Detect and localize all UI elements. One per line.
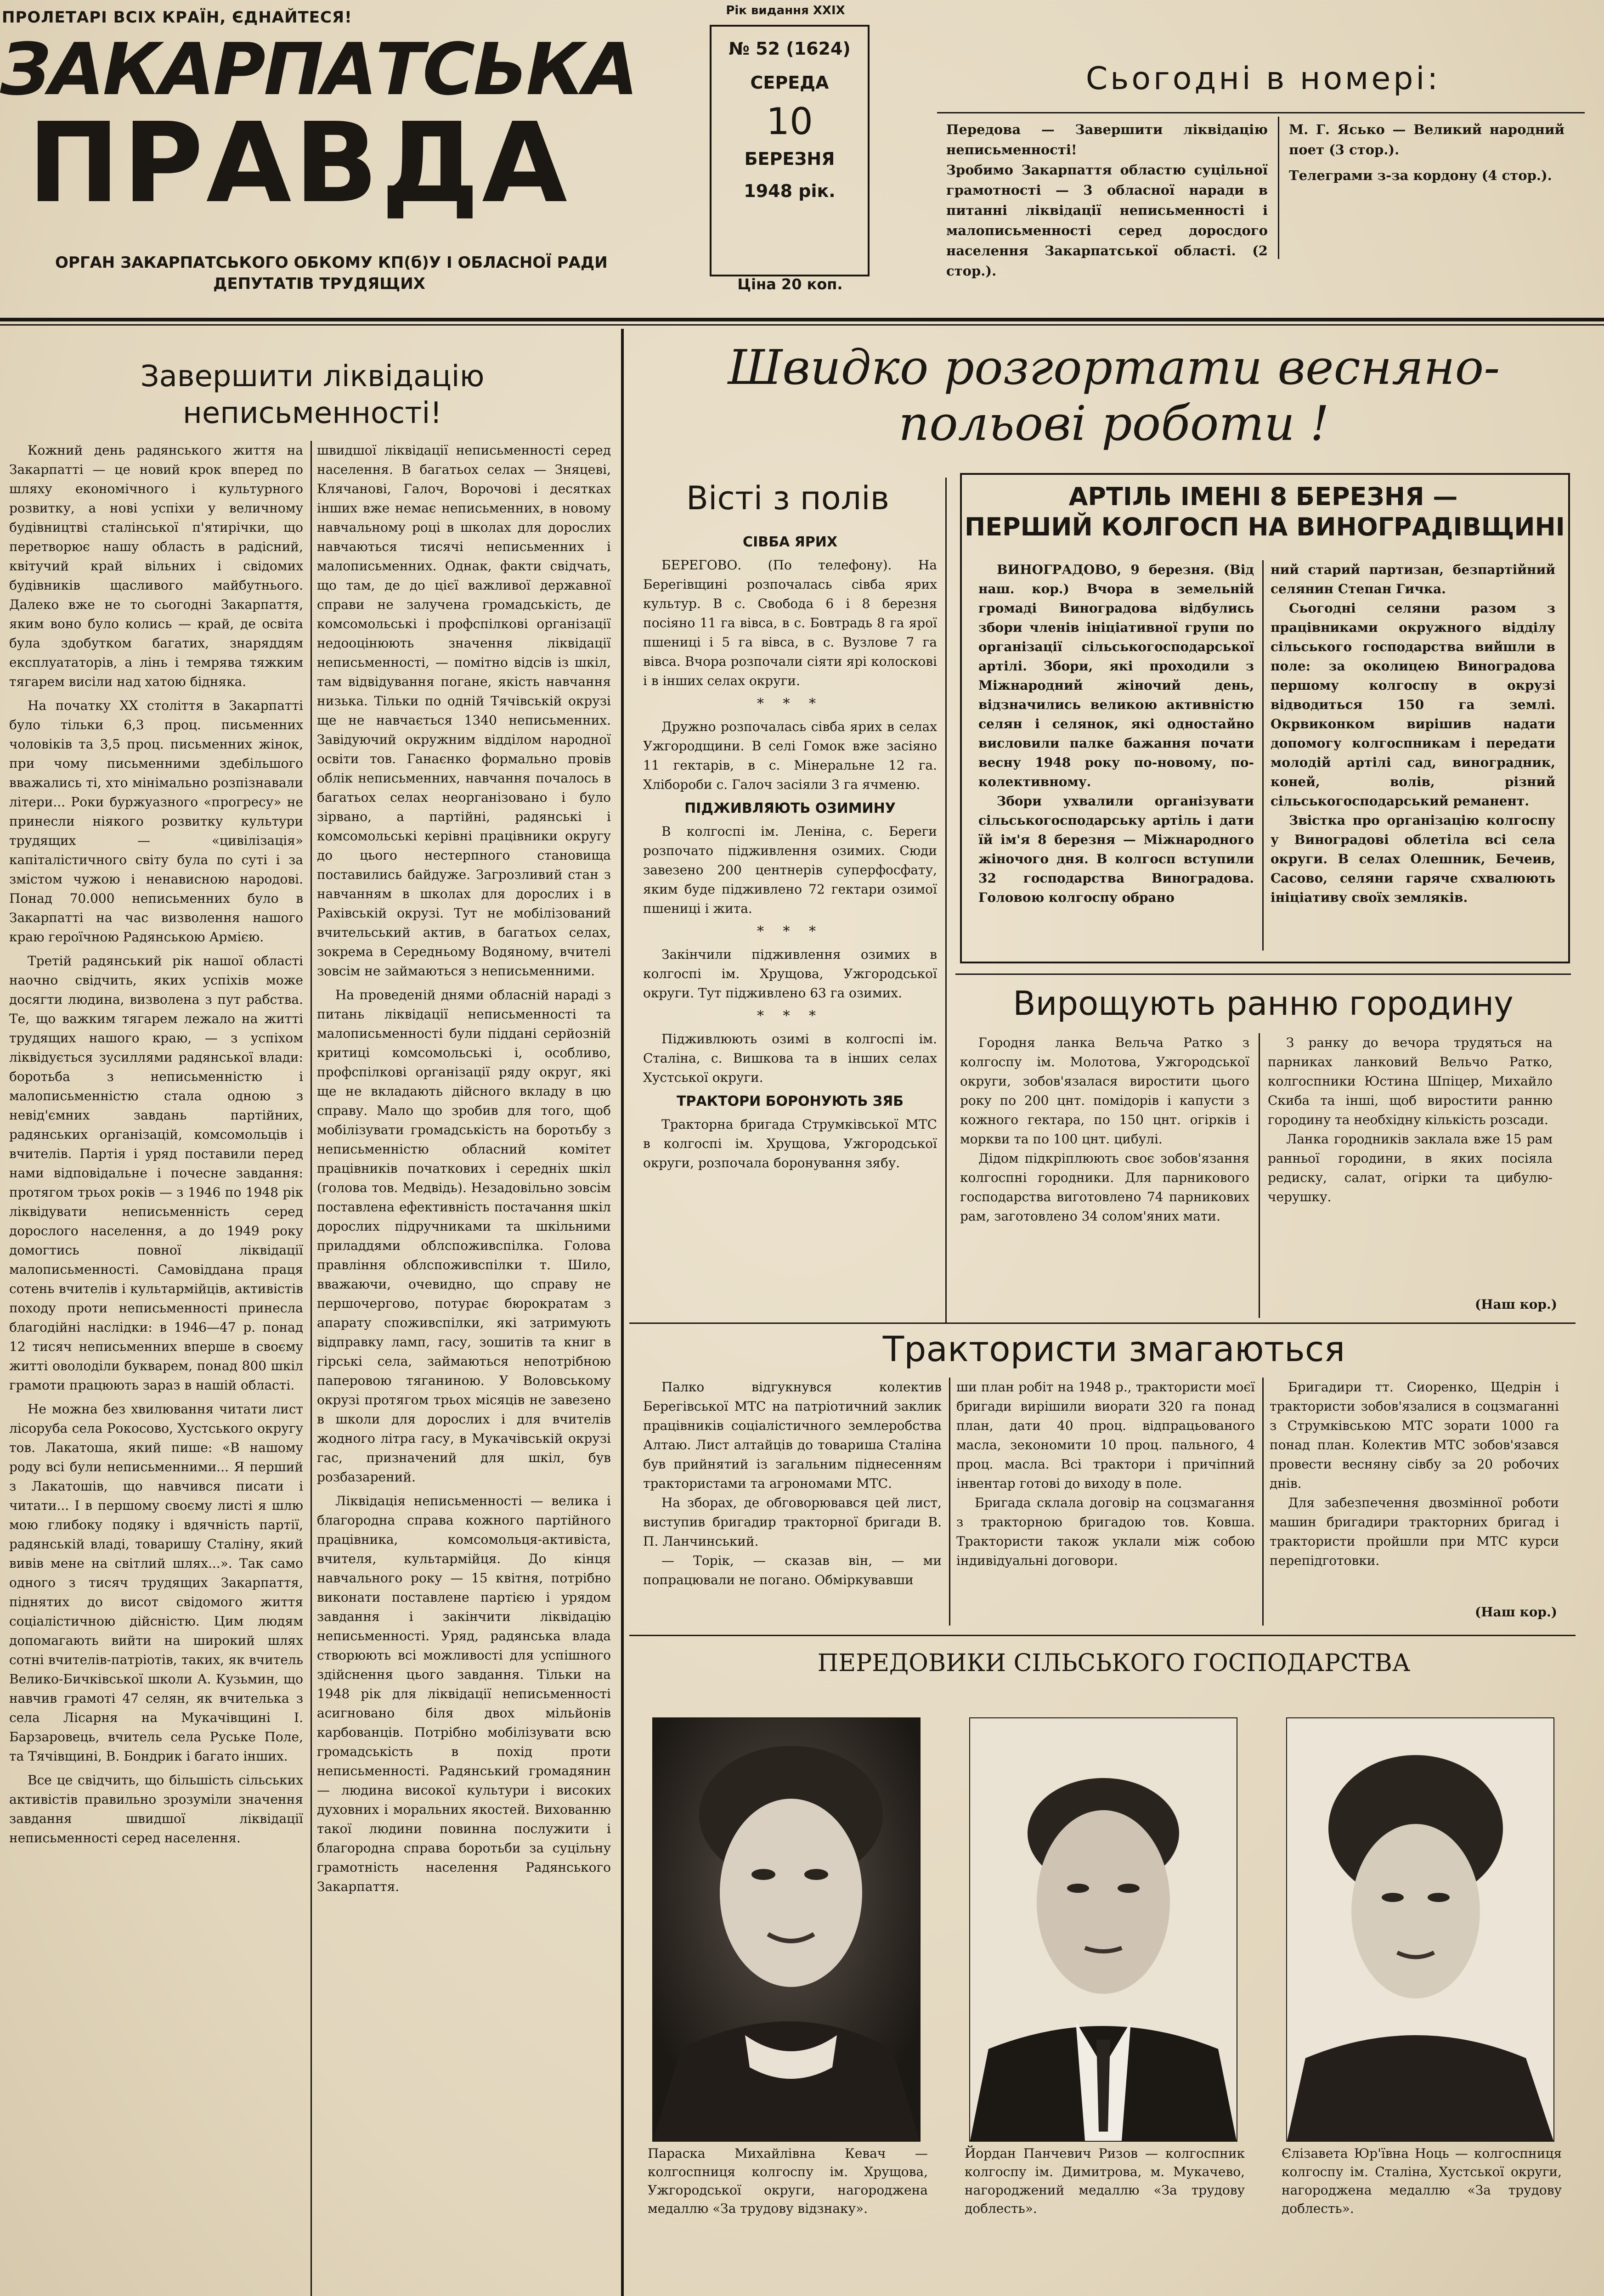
vegetables-paragraph: Дідом підкріплюють своє зобов'язання колгоспні городники. Для парникового господарства виготовлено 74 парникових рам, заготовлено 34 солом'яних мати. — [960, 1151, 1249, 1224]
main-column-divider — [621, 329, 624, 2296]
vegetables-rule — [955, 974, 1571, 975]
tractorists-signature: (Наш кор.) — [1474, 1604, 1557, 1620]
stars-divider: * * * — [757, 1008, 824, 1024]
tractorists-paragraph: Бригада склала договір на соцзмагання з тракторною бригадою тов. Ковша. Трактористи також уклали між собою індивідуальні договори. — [956, 1495, 1255, 1568]
vegetables-signature: (Наш кор.) — [1474, 1297, 1557, 1312]
fields-subhead: ТРАКТОРИ БОРОНУЮТЬ ЗЯБ — [676, 1093, 904, 1109]
fields-paragraph: Тракторна бригада Струмківської МТС в колгоспі ім. Хрущова, Ужгородської округи, розпочала боронування зябу. — [643, 1117, 937, 1171]
editorial-paragraph: Не можна без хвилювання читати лист лісоруба села Рокосово, Хустського округу тов. Лакатоша, який пише: «В нашому роду всі були неписьменними... Я перший з Лакатошів, що навчився писати і читати... І в першому своєму листі я шлю мою глибоку подяку і вдячність партії, радянській владі, товаришу Сталіну, який вивів мене на світлий шлях...». Так само одного з тисяч трудящих Закарпаття, піднятих до висот свідомого життя соціалістичною дійсністю. Цим людям допомагають вийти на широкий шлях сотні вчителів-патріотів, таких, як вчитель Велико-Бичківської школи А. Кузьмин, що навчив грамоті 47 селян, як вчителька з села Лісарня на Мукачівщині І. Барзаровець, вчитель села Руське Поле, та Тячівщині, В. Бондрик і багато інших. — [9, 1401, 303, 1764]
issue-month: БЕРЕЗНЯ — [744, 149, 835, 169]
editorial-paragraph: Все це свідчить, що більшість сільських активістів правильно зрозуміли значення завдання швидшої ліквідації неписьменності серед населення. — [9, 1773, 303, 1846]
editorial-paragraph: На початку XX століття в Закарпатті було тільки 6,3 проц. письменних чоловіків та 3,5 проц. письменних жінок, при чому письменними здебільшого вважались ті, хто мінімально розпізнавали літери... Роки буржуазного «прогресу» не принесли ніякого розвитку культури трудящих — «цивілізація» капіталістичного світу була по суті і за змістом чужою і ненависною народові. Понад 70.000 неписьменних було в Закарпатті на час визволення нашого краю героїчною Радянською Армією. — [9, 698, 303, 945]
masthead-rule — [0, 318, 1604, 321]
stars-divider: * * * — [757, 923, 824, 940]
fields-subhead: ПІДЖИВЛЯЮТЬ ОЗИМИНУ — [684, 800, 896, 816]
contents-rule — [937, 112, 1585, 113]
issue-number: № 52 (1624) — [729, 39, 851, 59]
fields-paragraph: Дружно розпочалась сівба ярих в селах Ужгородщини. В селі Гомок вже засіяно 11 гектарів, в с. Мінеральне 12 га. Хлібороби с. Галоч засіяли 3 га ячменю. — [643, 719, 937, 792]
issue-weekday: СЕРЕДА — [750, 73, 829, 93]
artel-title-line2: ПЕРШИЙ КОЛГОСП НА ВИНОГРАДІВЩИНІ — [965, 512, 1565, 541]
artel-paragraph: ВИНОГРАДОВО, 9 березня. (Від наш. кор.) Вчора в земельній громаді Виноградова відбулись збори членів ініціативної групи по організації сільськогосподарської артілі. Збори, які проходили з Міжнародний жіночий день, відзначились великою активністю селян і селянок, які одностайно висловили палке бажання почати весну 1948 року по-новому, по-колективному. — [978, 562, 1254, 789]
price: Ціна 20 коп. — [737, 276, 843, 293]
artel-paragraph: Збори ухвалили організувати сільськогосподарську артіль і дати їй ім'я 8 березня — Міжнародного жіночого дня. В колгосп вступили 32 господарства Виноградова. Головою колгоспу обрано — [978, 793, 1254, 905]
vegetables-paragraph: З ранку до вечора трудяться на парниках ланковий Вельчо Ратко, колгоспники Юстина Шпіцер, Михайло Скиба та інші, щоб виростити ранню городину та необхідну кількість розсади. — [1268, 1035, 1553, 1127]
artel-paragraph: ний старий партизан, безпартійний селянин Степан Гичка. — [1271, 562, 1555, 597]
fields-paragraph: Підживлюють озимі в колгоспі ім. Сталіна, с. Вишкова та в інших селах Хустської округи. — [643, 1031, 937, 1085]
tractorists-column-2 — [956, 1378, 1255, 1635]
contents-item[interactable]: Передова — Завершити ліквідацію неписьменності! — [946, 122, 1268, 158]
artel-column-divider — [1262, 560, 1264, 951]
tractorists-paragraph: Бригадири тт. Сиоренко, Щедрін і трактористи зобов'язалися в соцзмаганні з Струмківською МТС зорати 1000 га понад план. Колектив МТС зобов'язався провести весняну сівбу за 20 робочих днів. — [1270, 1379, 1559, 1491]
fields-column — [643, 528, 937, 1309]
portrait-photo-man — [969, 1717, 1237, 2142]
leaders-heading: ПЕРЕДОВИКИ СІЛЬСЬКОГО ГОСПОДАРСТВА — [817, 1649, 1411, 1677]
fields-title: Вісті з полів — [686, 479, 889, 517]
tractorists-title: Трактористи змагаються — [882, 1328, 1345, 1369]
year-of-publication: Рік видання XXIX — [726, 4, 845, 17]
portrait-caption: Єлізавета Юр'ївна Ноць — колгоспниця колгоспу ім. Сталіна, Хустської округи, нагороджена медаллю «За трудову доблесть». — [1282, 2146, 1562, 2216]
contents-col1 — [946, 119, 1268, 281]
masthead-subtitle-line1: ОРГАН ЗАКАРПАТСЬКОГО ОБКОМУ КП(б)У І ОБЛАСНОЇ РАДИ — [55, 253, 608, 272]
fields-subhead: СІВБА ЯРИХ — [743, 534, 837, 550]
vegetables-column-2 — [1268, 1033, 1553, 1290]
stars-divider: * * * — [757, 696, 824, 712]
contents-item[interactable]: Зробимо Закарпаття областю суцільної грамотності — 3 обласної наради в питанні ліквідації неписьменності і малописьменності серед доросдого населення Закарпатської області. (2 стор.). — [946, 162, 1268, 279]
artel-paragraph: Звістка про організацію колгоспу у Виноградові облетіла всі села округи. В селах Олешник, Бечеив, Сасово, селяни гаряче схвалюють ініціативу своїх земляків. — [1271, 813, 1555, 905]
editorial-paragraph: На проведеній днями обласній нараді з питань ліквідації неписьменності та малописьменності були піддані серйозній критиці комсомольські і, особливо, профспілкові організації ряду округ, які ще не вкладають дійсного вкладу в цю справу. Мало що зробив для того, щоб мобілізувати громадськість на боротьбу з неписьменністю обласний комітет працівників початкових і середніх шкіл (голова тов. Медвідь). Незадовільно зовсім поставлена ефективність постачання шкіл дорослих підручниками та шкільними приладдями облспоживспілка. Голова правління облспоживспілки т. Шило, вважаючи, очевидно, що справу не першочергово, потурає бюрократам з апарату споживспілки, які затримують відправку ламп, гасу, зошитів та книг в гірські села, займаються непотрібною паперовою тяганиною. У Воловському окрузі протягом трьох місяців не завезено в школи для дорослих і для вчителів жодного літра гасу, в Мукачівській окрузі гас, призначений для шкіл, був розбазарений. — [317, 987, 611, 1485]
tractorists-divider-1 — [949, 1378, 950, 1626]
vegetables-title: Вирощують ранню городину — [1013, 984, 1514, 1023]
vegetables-column-divider — [1259, 1033, 1260, 1318]
tractorists-rule — [629, 1322, 1576, 1324]
banner-line1: Швидко розгортати весняно- — [728, 339, 1500, 395]
editorial-column-divider — [311, 441, 312, 2296]
artel-column-2 — [1271, 560, 1555, 955]
masthead-subtitle-line2: ДЕПУТАТІВ ТРУДЯЩИХ — [213, 275, 425, 293]
editorial-paragraph: Третій радянський рік нашої області наочно свідчить, яких успіхів може досягти людина, визволена з пут рабства. Те, що важким тягарем лежало на житті трудящих нашого краю, — з успіхом ліквідується зусиллями радянської влади: боротьба з неписьменністю і малописьменністю стала одною з невід'ємних завдань партійних, радянських організацій, комсомольців і вчителів. Партія і уряд поставили перед нами відповідальне і почесне завдання: протягом трьох років — з 1946 по 1948 рік ліквідувати неписьменність серед дорослого населення, а до 1949 року домогтись повної ліквідації малописьменності. Самовіддана праця сотень вчителів і культармійців, активістів походу проти неписьменності принесла благодійні наслідки: в 1946—47 р. понад 12 тисяч неписьменних вперше в своєму житті оволоділи букварем, понад 800 шкіл грамоти працюють зараз в нашій області. — [9, 953, 303, 1393]
editorial-paragraph: Ліквідація неписьменності — велика і благородна справа кожного партійного працівника, комсомольця-активіста, вчителя, культармійця. До кінця навчального року — 15 квітня, потрібно виконати поставлене партією і урядом завдання і закінчити ліквідацію неписьменності. Уряд, радянська влада створюють всі можливості для успішного здійснення цього завдання. Тільки на 1948 рік для ліквідації неписьменності асигновано біля двох мільйонів карбованців. Потрібно мобілізувати всю громадськість в похід проти неписьменності. Радянський громадянин — людина високої культури і високих духовних і моральних якостей. Вихованню такої людини повинна послужити і благородна справа боротьби за суцільну грамотність населення Радянського Закарпаття. — [317, 1493, 611, 1894]
tractorists-paragraph: — Торік, — сказав він, — ми попрацювали не погано. Обміркувавши — [643, 1553, 942, 1587]
fields-paragraph: Закінчили підживлення озимих в колгоспі ім. Хрущова, Ужгородської округи. Тут підживлено 63 га озимих. — [643, 947, 937, 1001]
fields-paragraph: БЕРЕГОВО. (По телефону). На Берегівщині розпочалась сівба ярих культур. В с. Свобода 6 і 8 березня посіяно 11 га вівса, в с. Бовтрадь 8 га ярої пшениці і 5 га вівса, в с. Вузлове 7 га вівса. Вчора розпочали сіяти ярі колоскові і в інших селах округи. — [643, 557, 937, 688]
tractorists-column-3 — [1270, 1378, 1559, 1607]
contents-item[interactable]: Телеграми з-за кордону (4 стор.). — [1289, 168, 1552, 183]
portrait-photo-woman-1 — [652, 1717, 921, 2142]
contents-divider — [1278, 117, 1279, 259]
banner-line2: польові роботи ! — [898, 395, 1329, 451]
editorial-title-line1: Завершити ліквідацію — [140, 360, 485, 394]
tractorists-divider-2 — [1262, 1378, 1264, 1626]
editorial-paragraph: Кожний день радянського життя на Закарпатті — це новий крок вперед по шляху економічного і культурного розвитку, а нові успіхи у величному будівництві сталінської п'ятирічки, що перетворює нашу область в радісний, квітучий край вільних і свідомих будівників щасливого майбутнього. Далеко вже не то сьогодні Закарпаття, яким воно було колись — край, де освіта була здобутком багатих, знаряддям експлуататорів, а лінь і темрява тяжким тягарем висіли над хатою бідняка. — [9, 443, 303, 689]
editorial-column-2 — [317, 441, 611, 2296]
artel-column-1 — [978, 560, 1254, 955]
fields-paragraph: В колгоспі ім. Леніна, с. Береги розпочато підживлення озимих. Сюди завезено 200 центнерів суперфосфату, яким буде підживлено 72 гектари озимої пшениці і жита. — [643, 824, 937, 916]
issue-day: 10 — [766, 100, 813, 143]
masthead-title-line1: ЗАКАРПАТСЬКА — [0, 28, 637, 111]
portrait-caption: Параска Михайлівна Кевач — колгоспниця колгоспу ім. Хрущова, Ужгородської округи, нагороджена медаллю «За трудову відзнаку». — [648, 2146, 928, 2216]
masthead-title-line2: ПРАВДА — [28, 99, 570, 227]
portrait-caption: Йордан Панчевич Ризов — колгоспник колгоспу ім. Димитрова, м. Мукачево, нагороджений медаллю «За трудову доблесть». — [965, 2146, 1245, 2216]
editorial-title-line2: неписьменності! — [183, 396, 442, 430]
masthead-rule-thin — [0, 324, 1604, 326]
tractorists-paragraph: ши план робіт на 1948 р., трактористи моєї бригади вирішили виорати 320 га понад план, дати 40 проц. відпрацьованого масла, зекономити 10 проц. пального, 4 проц. масла. Всі трактори і причіпний інвентар готові до виходу в поле. — [956, 1379, 1255, 1491]
vegetables-paragraph: Ланка городників заклала вже 15 рам ранньої городини, в яких посіяла редиску, салат, огірки та цибулю-черушку. — [1268, 1131, 1553, 1204]
tractorists-paragraph: Для забезпечення двозмінної роботи машин бригадири тракторних бригад і трактористи пройшли при МТС курси перепідготовки. — [1270, 1495, 1559, 1568]
artel-paragraph: Сьогодні селяни разом з працівниками окружного відділу сільського господарства вийшли в поле: за околицею Виноградова першому колгоспу в окрузі відводиться 150 га землі. Окрвиконком вирішив надати допомогу колгоспникам і передати молодій артілі сад, виноградник, коней, волів, різний сільськогосподарський реманент. — [1271, 601, 1555, 809]
tractorists-paragraph: На зборах, де обговорювався цей лист, виступив бригадир тракторної бригади В. П. Ланчинський. — [643, 1495, 942, 1549]
tractorists-column-1 — [643, 1378, 942, 1635]
issue-year: 1948 рік. — [744, 181, 836, 201]
vegetables-column-1 — [960, 1033, 1249, 1318]
vegetables-paragraph: Городня ланка Вельча Ратко з колгоспу ім. Молотова, Ужгородської округи, зобов'язалася виростити цього року по 200 цнт. помідорів і капусти з кожного гектара, по 150 цнт. огірків і моркви та по 100 цнт. цибулі. — [960, 1035, 1249, 1147]
artel-title-line1: АРТІЛЬ ІМЕНІ 8 БЕРЕЗНЯ — — [1068, 482, 1458, 511]
fields-divider — [945, 478, 947, 1322]
contents-heading: Сьогодні в номері: — [1085, 61, 1441, 97]
leaders-rule — [629, 1635, 1576, 1636]
contents-item[interactable]: М. Г. Ясько — Великий народний поет (3 стор.). — [1289, 122, 1564, 158]
slogan: ПРОЛЕТАРІ ВСІХ КРАЇН, ЄДНАЙТЕСЯ! — [2, 8, 352, 27]
editorial-column-1 — [9, 441, 303, 2296]
editorial-paragraph: швидшої ліквідації неписьменності серед населення. В багатьох селах — Зняцеві, Клячанові, Галоч, Ворочові і десятках інших вже немає неписьменних, в новому навчальному році в школах для дорослих навчаються тисячі неписьменних і малописьменних. Однак, факти свідчать, що там, де до цієї важливої державної справи не залучена громадськість, де комсомольські і профспілкові організації недооцінюють значення ліквідації неписьменності, — помітно відсів із шкіл, там відвідування погане, якість навчання низька. Тільки по одній Тячівській окрузі ще не навчається 1340 неписьменних. Завідуючий окружним відділом народної освіти тов. Ганаєнко формально провів облік неписьменних, навчання почалось в багатьох селах неорганізовано і було зірвано, а партійні, радянські і комсомольські керівні працівники округу до цього нестерпного становища поставились байдуже. Загрозливий стан з навчанням в школах для дорослих і в Рахівській окрузі. Тут не мобілізований вчительський актив, в багатьох селах, зокрема в Середньому Водяному, вчителі зовсім не займаються з неписьменними. — [317, 443, 611, 979]
contents-col2 — [1289, 119, 1564, 186]
portrait-photo-woman-2 — [1286, 1717, 1554, 2142]
issue-box — [710, 25, 870, 276]
tractorists-paragraph: Палко відгукнувся колектив Берегівської МТС на патріотичний заклик працівників соціалістичного землеробства Алтаю. Лист алтайців до товариша Сталіна був прийнятий із загальним піднесенням трактористами та агрономами МТС. — [643, 1379, 942, 1491]
